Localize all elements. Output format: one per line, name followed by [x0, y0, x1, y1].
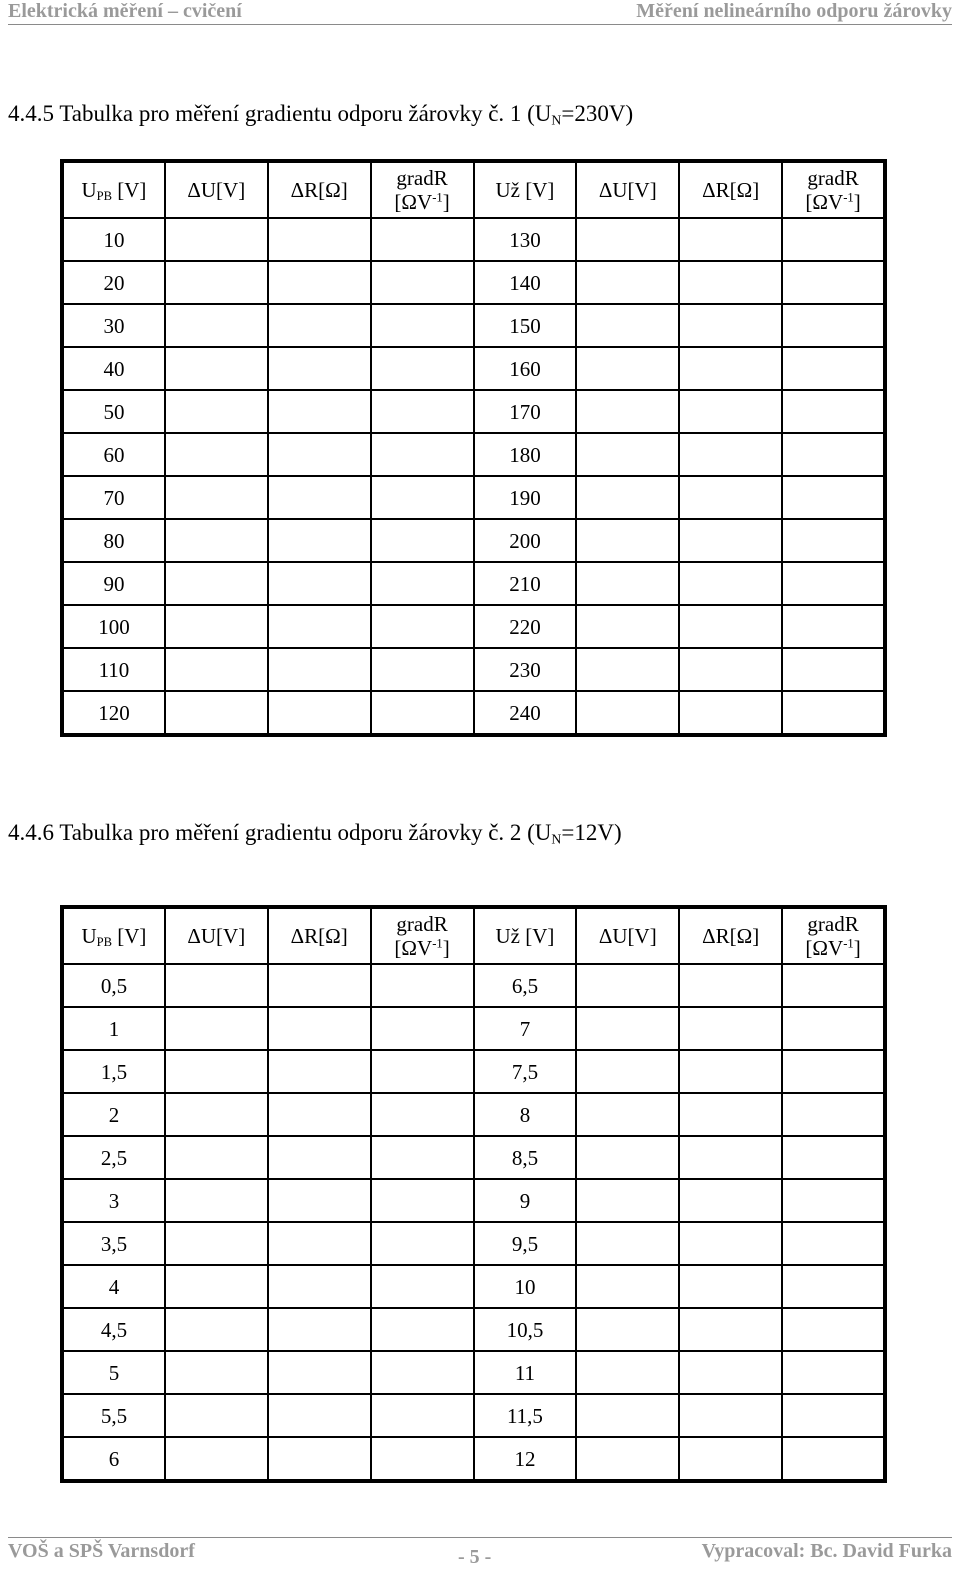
empty-cell: [268, 1136, 371, 1179]
cell-u-pb-value: 4: [62, 1265, 165, 1308]
empty-cell: [371, 964, 474, 1007]
table1-title: [8, 99, 633, 129]
empty-cell: [576, 218, 679, 261]
page-header: [8, 0, 952, 25]
col-header-dr-2: ΔR[Ω]: [679, 907, 782, 964]
empty-cell: [576, 261, 679, 304]
cell-u-pb-value: 2,5: [62, 1136, 165, 1179]
empty-cell: [782, 1265, 885, 1308]
empty-cell: [782, 1351, 885, 1394]
empty-cell: [679, 691, 782, 735]
empty-cell: [371, 218, 474, 261]
cell-u-z-value: 240: [474, 691, 577, 735]
empty-cell: [165, 1093, 268, 1136]
empty-cell: [165, 433, 268, 476]
col-header-gradr-line1: gradR: [396, 166, 448, 190]
col-header-du-2: ΔU[V]: [576, 907, 679, 964]
cell-u-z-value: 180: [474, 433, 577, 476]
table2-grid: [60, 905, 887, 1483]
empty-cell: [576, 433, 679, 476]
cell-u-pb-value: 3,5: [62, 1222, 165, 1265]
empty-cell: [679, 964, 782, 1007]
table2-title-text: 4.4.6 Tabulka pro měření gradientu odporu žárovky č. 2 (U: [8, 820, 552, 845]
empty-cell: [371, 1050, 474, 1093]
cell-u-z-value: 190: [474, 476, 577, 519]
col-header-gradr-2-unit: [ΩV: [805, 936, 844, 960]
cell-u-z-value: 9,5: [474, 1222, 577, 1265]
empty-cell: [576, 347, 679, 390]
empty-cell: [782, 304, 885, 347]
empty-cell: [165, 218, 268, 261]
empty-cell: [371, 1308, 474, 1351]
col-header-upb: [62, 161, 165, 218]
cell-u-pb-value: 1: [62, 1007, 165, 1050]
empty-cell: [576, 648, 679, 691]
empty-cell: [576, 691, 679, 735]
empty-cell: [165, 1265, 268, 1308]
empty-cell: [679, 433, 782, 476]
empty-cell: [165, 691, 268, 735]
cell-u-pb-value: 50: [62, 390, 165, 433]
table-row: [62, 1179, 885, 1222]
col-header-gradr-sup: -1: [432, 936, 443, 951]
empty-cell: [371, 648, 474, 691]
empty-cell: [576, 605, 679, 648]
empty-cell: [679, 1222, 782, 1265]
empty-cell: [679, 1050, 782, 1093]
empty-cell: [268, 1308, 371, 1351]
empty-cell: [268, 1093, 371, 1136]
empty-cell: [165, 519, 268, 562]
col-header-gradr-unit: [ΩV: [394, 190, 433, 214]
cell-u-pb-value: 120: [62, 691, 165, 735]
table-row: [62, 390, 885, 433]
table-row: [62, 519, 885, 562]
page-footer: [8, 1537, 952, 1568]
empty-cell: [679, 1265, 782, 1308]
empty-cell: [371, 304, 474, 347]
empty-cell: [371, 605, 474, 648]
empty-cell: [268, 1007, 371, 1050]
empty-cell: [165, 1136, 268, 1179]
empty-cell: [679, 1351, 782, 1394]
empty-cell: [165, 1007, 268, 1050]
cell-u-z-value: 6,5: [474, 964, 577, 1007]
col-header-du-2: ΔU[V]: [576, 161, 679, 218]
empty-cell: [782, 1093, 885, 1136]
table-row: [62, 218, 885, 261]
empty-cell: [576, 964, 679, 1007]
empty-cell: [165, 1050, 268, 1093]
table-row: [62, 1093, 885, 1136]
cell-u-pb-value: 5,5: [62, 1394, 165, 1437]
cell-u-z-value: 140: [474, 261, 577, 304]
empty-cell: [679, 347, 782, 390]
col-header-gradr-unit: [ΩV: [394, 936, 433, 960]
table2-title-end: =12V): [561, 820, 622, 845]
cell-u-z-value: 230: [474, 648, 577, 691]
empty-cell: [165, 1308, 268, 1351]
col-header-upb-label: U: [81, 924, 97, 948]
empty-cell: [782, 964, 885, 1007]
empty-cell: [371, 1351, 474, 1394]
table-row: [62, 1265, 885, 1308]
col-header-gradr-2-line1: gradR: [807, 912, 859, 936]
cell-u-z-value: 170: [474, 390, 577, 433]
empty-cell: [782, 261, 885, 304]
empty-cell: [679, 605, 782, 648]
table-row: [62, 476, 885, 519]
empty-cell: [679, 562, 782, 605]
empty-cell: [576, 1394, 679, 1437]
col-header-upb-unit: [V]: [112, 178, 147, 202]
empty-cell: [782, 1179, 885, 1222]
empty-cell: [371, 347, 474, 390]
empty-cell: [576, 519, 679, 562]
table-row: [62, 261, 885, 304]
footer-page-number: - 5 -: [458, 1546, 492, 1568]
empty-cell: [165, 476, 268, 519]
empty-cell: [268, 648, 371, 691]
empty-cell: [268, 691, 371, 735]
table-row: [62, 1222, 885, 1265]
col-header-du: ΔU[V]: [165, 161, 268, 218]
col-header-gradr-bracket: ]: [442, 190, 450, 214]
empty-cell: [679, 304, 782, 347]
cell-u-pb-value: 100: [62, 605, 165, 648]
empty-cell: [679, 261, 782, 304]
col-header-upb-sub: PB: [96, 189, 113, 204]
cell-u-pb-value: 1,5: [62, 1050, 165, 1093]
table-row: [62, 1007, 885, 1050]
cell-u-pb-value: 5: [62, 1351, 165, 1394]
footer-author: Vypracoval: Bc. David Furka: [701, 1540, 952, 1562]
table1-title-text: 4.4.5 Tabulka pro měření gradientu odporu žárovky č. 1 (U: [8, 101, 552, 126]
empty-cell: [268, 1351, 371, 1394]
empty-cell: [371, 1093, 474, 1136]
empty-cell: [576, 1179, 679, 1222]
cell-u-pb-value: 40: [62, 347, 165, 390]
cell-u-pb-value: 0,5: [62, 964, 165, 1007]
cell-u-pb-value: 110: [62, 648, 165, 691]
cell-u-z-value: 11,5: [474, 1394, 577, 1437]
empty-cell: [679, 1394, 782, 1437]
table-row: [62, 1394, 885, 1437]
empty-cell: [782, 347, 885, 390]
empty-cell: [782, 519, 885, 562]
empty-cell: [268, 1222, 371, 1265]
empty-cell: [165, 1394, 268, 1437]
empty-cell: [165, 261, 268, 304]
empty-cell: [268, 433, 371, 476]
table1-title-subscript: N: [551, 112, 562, 128]
col-header-gradr-2: [782, 161, 885, 218]
cell-u-z-value: 9: [474, 1179, 577, 1222]
empty-cell: [576, 1050, 679, 1093]
table-row: [62, 964, 885, 1007]
cell-u-z-value: 12: [474, 1437, 577, 1481]
empty-cell: [268, 304, 371, 347]
empty-cell: [268, 1265, 371, 1308]
col-header-gradr-2-line1: gradR: [807, 166, 859, 190]
table-row: [62, 1437, 885, 1481]
col-header-gradr-sup: -1: [432, 190, 443, 205]
cell-u-z-value: 220: [474, 605, 577, 648]
empty-cell: [782, 1050, 885, 1093]
cell-u-pb-value: 20: [62, 261, 165, 304]
col-header-du: ΔU[V]: [165, 907, 268, 964]
empty-cell: [371, 1007, 474, 1050]
empty-cell: [268, 476, 371, 519]
col-header-gradr-line1: gradR: [396, 912, 448, 936]
empty-cell: [679, 519, 782, 562]
empty-cell: [782, 1222, 885, 1265]
empty-cell: [679, 1308, 782, 1351]
empty-cell: [782, 1308, 885, 1351]
table1-header-row: [62, 161, 885, 218]
empty-cell: [268, 261, 371, 304]
cell-u-pb-value: 10: [62, 218, 165, 261]
empty-cell: [371, 1136, 474, 1179]
empty-cell: [576, 1265, 679, 1308]
table-row: [62, 691, 885, 735]
col-header-dr-2: ΔR[Ω]: [679, 161, 782, 218]
empty-cell: [782, 1437, 885, 1481]
table2-title-subscript: N: [551, 831, 562, 847]
empty-cell: [371, 1179, 474, 1222]
empty-cell: [576, 1007, 679, 1050]
empty-cell: [782, 648, 885, 691]
cell-u-z-value: 8,5: [474, 1136, 577, 1179]
empty-cell: [679, 1179, 782, 1222]
empty-cell: [371, 1265, 474, 1308]
col-header-gradr-2-sup: -1: [843, 936, 854, 951]
empty-cell: [371, 1437, 474, 1481]
table-row: [62, 648, 885, 691]
empty-cell: [165, 562, 268, 605]
table2-header-row: [62, 907, 885, 964]
table-row: [62, 1308, 885, 1351]
col-header-gradr: [371, 161, 474, 218]
empty-cell: [679, 648, 782, 691]
empty-cell: [165, 1179, 268, 1222]
empty-cell: [268, 605, 371, 648]
col-header-upb-label: U: [81, 178, 97, 202]
table-row: [62, 433, 885, 476]
col-header-gradr-2-sup: -1: [843, 190, 854, 205]
empty-cell: [268, 1437, 371, 1481]
empty-cell: [782, 1136, 885, 1179]
empty-cell: [576, 1437, 679, 1481]
cell-u-pb-value: 80: [62, 519, 165, 562]
empty-cell: [679, 390, 782, 433]
col-header-gradr-2-bracket: ]: [853, 190, 861, 214]
empty-cell: [782, 433, 885, 476]
col-header-gradr-2-bracket: ]: [853, 936, 861, 960]
footer-school: VOŠ a SPŠ Varnsdorf: [8, 1540, 195, 1562]
cell-u-z-value: 10,5: [474, 1308, 577, 1351]
col-header-gradr: [371, 907, 474, 964]
cell-u-z-value: 200: [474, 519, 577, 562]
empty-cell: [576, 304, 679, 347]
empty-cell: [268, 519, 371, 562]
empty-cell: [576, 1351, 679, 1394]
empty-cell: [165, 1351, 268, 1394]
cell-u-z-value: 7: [474, 1007, 577, 1050]
table1-grid: [60, 159, 887, 737]
table1-title-end: =230V): [561, 101, 634, 126]
col-header-gradr-bracket: ]: [442, 936, 450, 960]
empty-cell: [268, 218, 371, 261]
empty-cell: [371, 433, 474, 476]
empty-cell: [268, 390, 371, 433]
empty-cell: [268, 1050, 371, 1093]
empty-cell: [165, 304, 268, 347]
empty-cell: [782, 218, 885, 261]
col-header-upb-unit: [V]: [112, 924, 147, 948]
cell-u-z-value: 210: [474, 562, 577, 605]
empty-cell: [576, 1093, 679, 1136]
cell-u-pb-value: 70: [62, 476, 165, 519]
header-course-title: Elektrická měření – cvičení: [8, 0, 242, 22]
empty-cell: [679, 1007, 782, 1050]
table2-title: [8, 818, 622, 848]
cell-u-pb-value: 60: [62, 433, 165, 476]
cell-u-pb-value: 90: [62, 562, 165, 605]
empty-cell: [165, 347, 268, 390]
table-row: [62, 1136, 885, 1179]
empty-cell: [576, 390, 679, 433]
col-header-upb: [62, 907, 165, 964]
empty-cell: [371, 562, 474, 605]
empty-cell: [576, 1136, 679, 1179]
col-header-gradr-2-unit: [ΩV: [805, 190, 844, 214]
empty-cell: [268, 1394, 371, 1437]
cell-u-z-value: 11: [474, 1351, 577, 1394]
table-row: [62, 347, 885, 390]
table-row: [62, 1351, 885, 1394]
cell-u-z-value: 130: [474, 218, 577, 261]
empty-cell: [371, 390, 474, 433]
cell-u-pb-value: 4,5: [62, 1308, 165, 1351]
empty-cell: [268, 1179, 371, 1222]
empty-cell: [165, 1222, 268, 1265]
empty-cell: [576, 1222, 679, 1265]
empty-cell: [371, 261, 474, 304]
table-row: [62, 562, 885, 605]
empty-cell: [782, 605, 885, 648]
empty-cell: [268, 347, 371, 390]
empty-cell: [371, 1222, 474, 1265]
empty-cell: [679, 1093, 782, 1136]
empty-cell: [679, 218, 782, 261]
col-header-uz: Už [V]: [474, 907, 577, 964]
cell-u-pb-value: 30: [62, 304, 165, 347]
empty-cell: [782, 390, 885, 433]
empty-cell: [679, 476, 782, 519]
empty-cell: [165, 605, 268, 648]
empty-cell: [782, 476, 885, 519]
empty-cell: [165, 648, 268, 691]
col-header-dr: ΔR[Ω]: [268, 907, 371, 964]
col-header-dr: ΔR[Ω]: [268, 161, 371, 218]
empty-cell: [371, 1394, 474, 1437]
cell-u-pb-value: 3: [62, 1179, 165, 1222]
empty-cell: [371, 691, 474, 735]
empty-cell: [268, 562, 371, 605]
cell-u-z-value: 150: [474, 304, 577, 347]
cell-u-z-value: 7,5: [474, 1050, 577, 1093]
empty-cell: [679, 1437, 782, 1481]
table-row: [62, 605, 885, 648]
empty-cell: [782, 562, 885, 605]
empty-cell: [165, 964, 268, 1007]
empty-cell: [165, 1437, 268, 1481]
col-header-upb-sub: PB: [96, 935, 113, 950]
cell-u-pb-value: 2: [62, 1093, 165, 1136]
cell-u-pb-value: 6: [62, 1437, 165, 1481]
empty-cell: [371, 519, 474, 562]
empty-cell: [782, 691, 885, 735]
empty-cell: [165, 390, 268, 433]
empty-cell: [576, 1308, 679, 1351]
table-row: [62, 1050, 885, 1093]
empty-cell: [679, 1136, 782, 1179]
cell-u-z-value: 10: [474, 1265, 577, 1308]
empty-cell: [782, 1007, 885, 1050]
empty-cell: [576, 476, 679, 519]
empty-cell: [576, 562, 679, 605]
cell-u-z-value: 160: [474, 347, 577, 390]
col-header-gradr-2: [782, 907, 885, 964]
empty-cell: [782, 1394, 885, 1437]
empty-cell: [371, 476, 474, 519]
col-header-uz: Už [V]: [474, 161, 577, 218]
empty-cell: [268, 964, 371, 1007]
cell-u-z-value: 8: [474, 1093, 577, 1136]
table-row: [62, 304, 885, 347]
header-chapter-title: Měření nelineárního odporu žárovky: [636, 0, 952, 22]
